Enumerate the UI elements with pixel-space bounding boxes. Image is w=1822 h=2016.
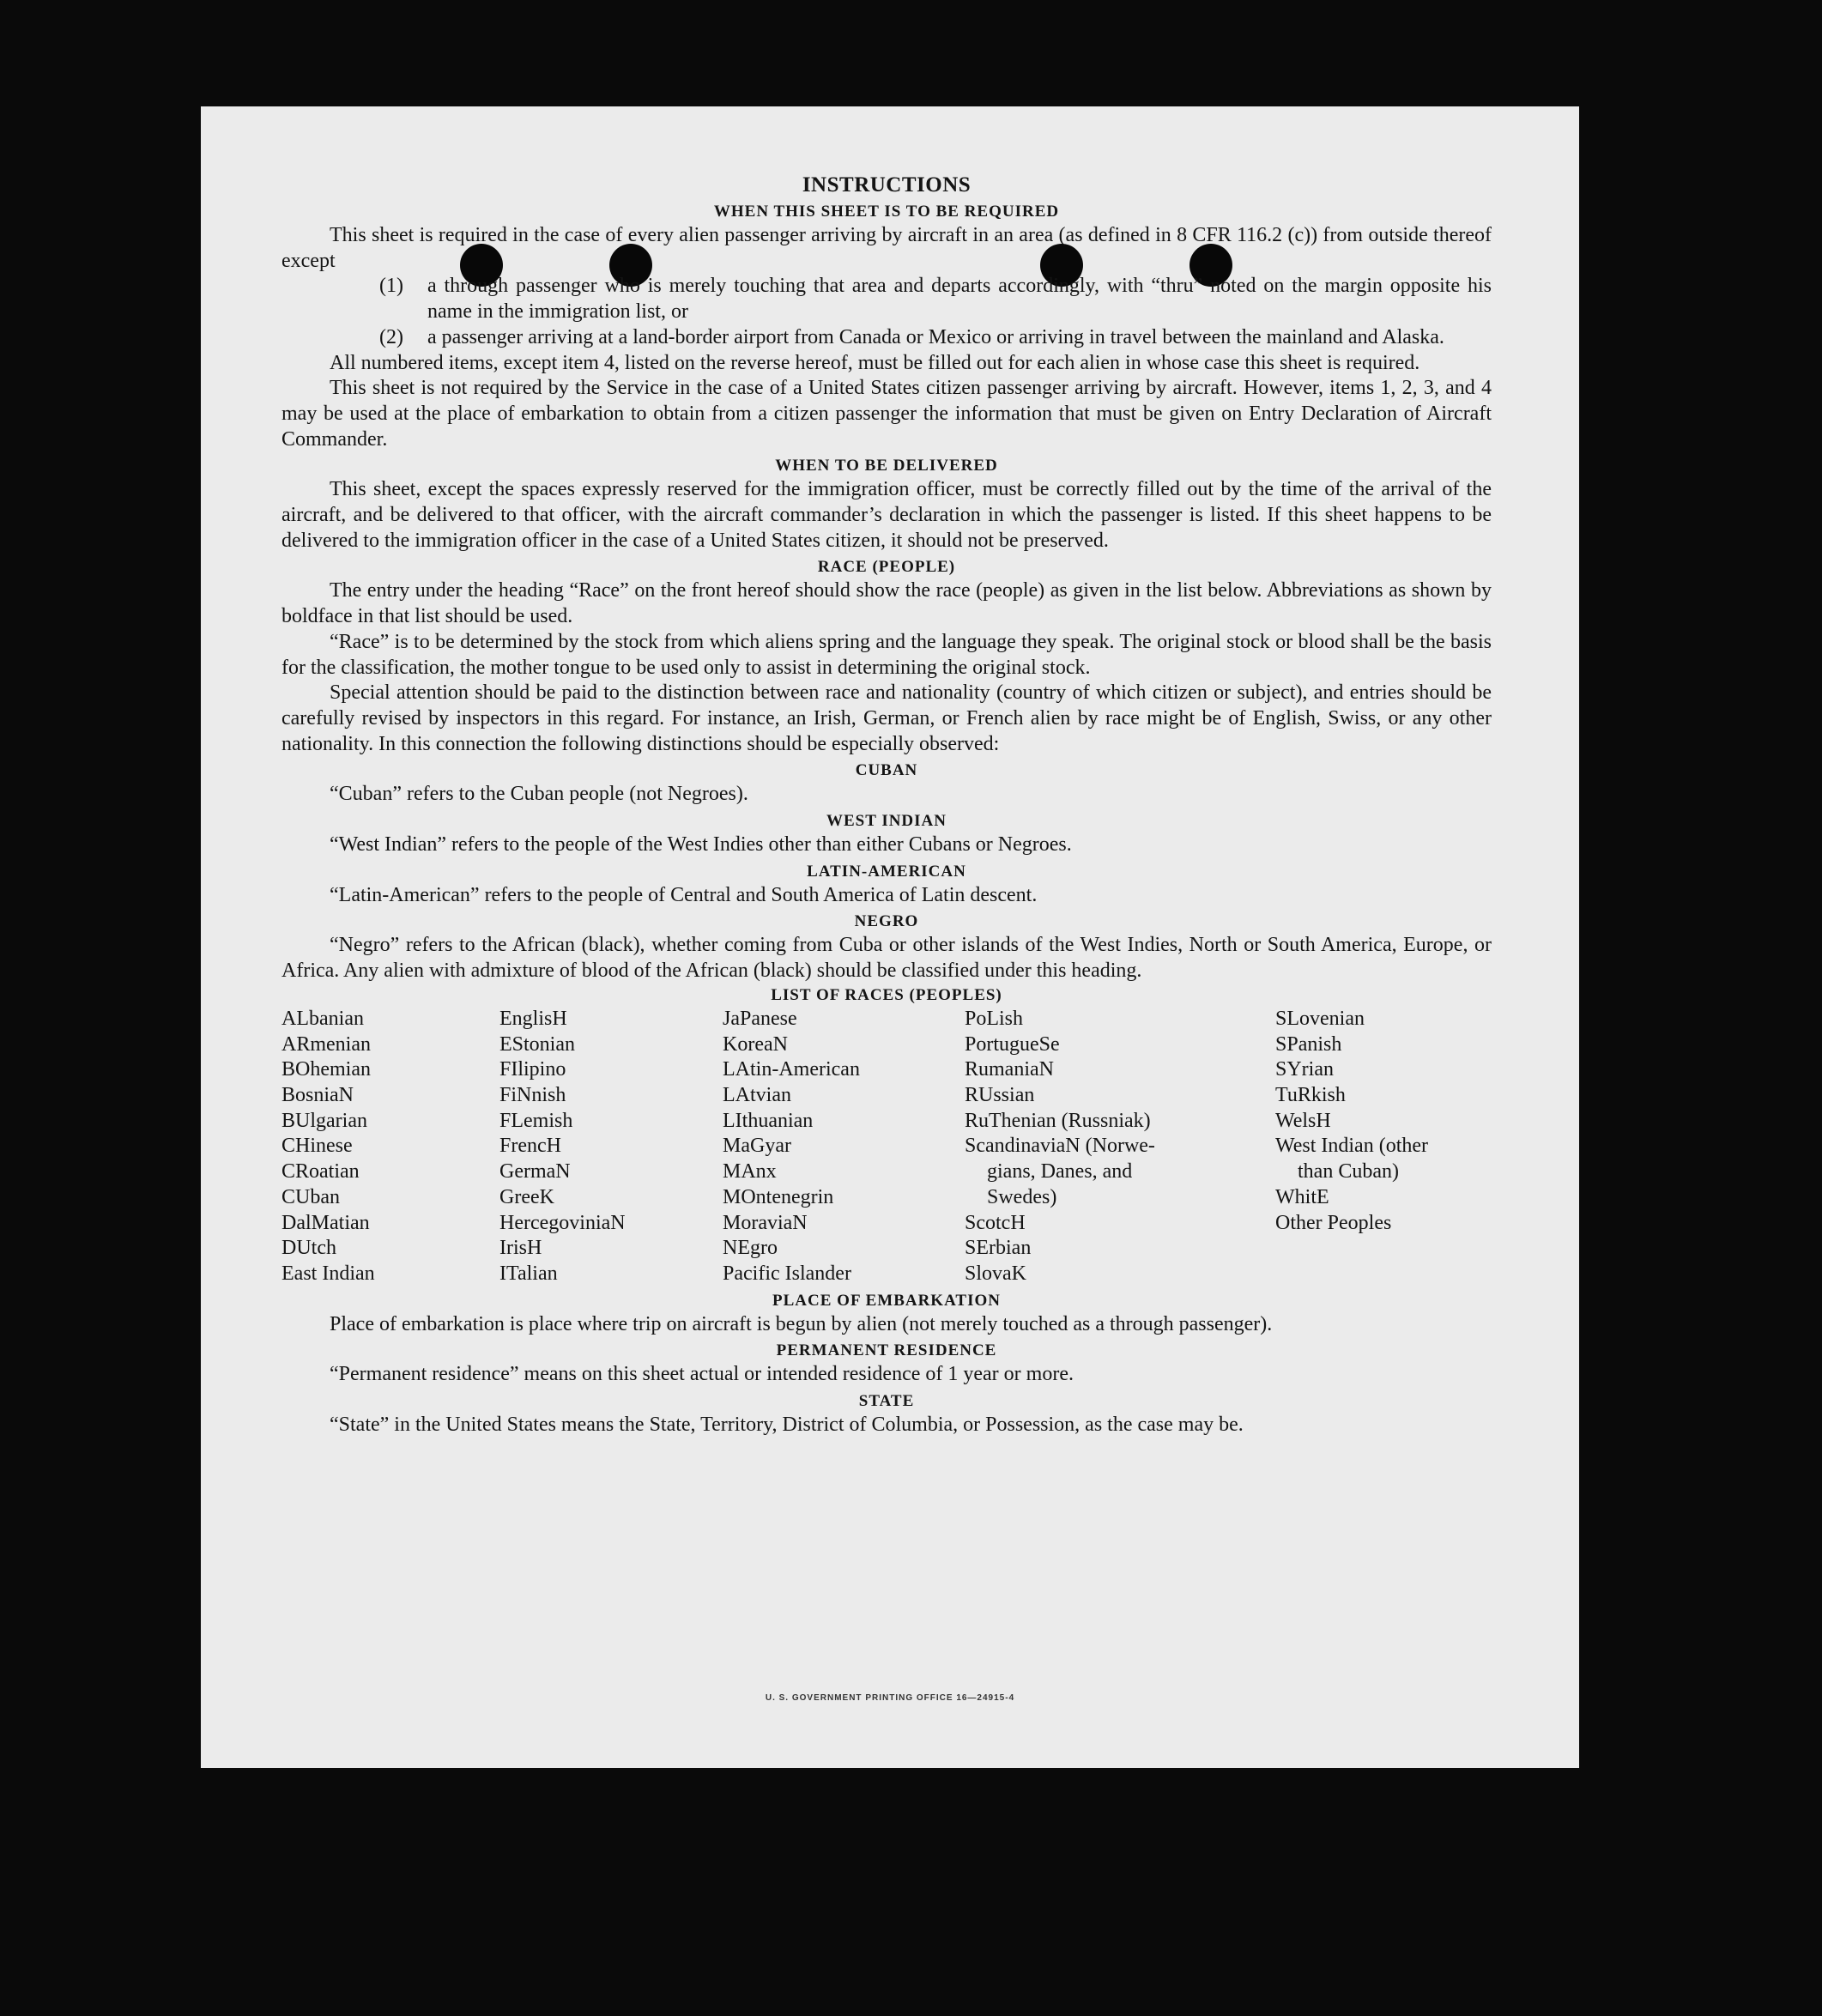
printer-imprint: U. S. GOVERNMENT PRINTING OFFICE 16—24915-4 — [765, 1693, 1015, 1703]
race-entry: RUssian — [965, 1083, 1035, 1106]
sheet-content — [281, 172, 1492, 1438]
required-para-2: All numbered items, except item 4, listed on the reverse hereof, must be filled out for each alien in whose case this sheet is required. — [330, 351, 1420, 374]
race-entry: RumaniaN — [965, 1058, 1054, 1081]
race-entry: RuThenian (Russniak) — [965, 1109, 1151, 1132]
race-entry: PortugueSe — [965, 1032, 1060, 1056]
race-entry: JaPanese — [723, 1007, 797, 1030]
cuban-text: “Cuban” refers to the Cuban people (not Negroes). — [330, 783, 748, 806]
heading-race: RACE (PEOPLE) — [817, 558, 956, 577]
race-entry: LAtin-American — [723, 1058, 860, 1081]
race-para-3: Special attention should be paid to the distinction between race and nationality (country of which citizen or subject), and entries should be carefully revised by inspectors in this regard. For instance, an Irish, German, or French alien by race might be of English, Swiss, or any other nationality. In this connection the following distinctions should be especially observed: — [281, 681, 1492, 755]
race-entry: IrisH — [499, 1237, 542, 1260]
race-entry: ALbanian — [281, 1007, 364, 1030]
race-entry: SYrian — [1275, 1058, 1334, 1081]
race-entry: CRoatian — [281, 1160, 360, 1184]
embarkation-text: Place of embarkation is place where trip on aircraft is begun by alien (not merely touched as a through passenger). — [330, 1312, 1273, 1335]
race-entry: BUlgarian — [281, 1109, 367, 1132]
heading-embarkation: PLACE OF EMBARKATION — [772, 1291, 1001, 1310]
exception-number: (1) — [379, 275, 403, 298]
race-entry: PoLish — [965, 1007, 1024, 1030]
race-entry: DUtch — [281, 1237, 336, 1260]
heading-negro: NEGRO — [854, 912, 919, 931]
race-entry: HercegoviniaN — [499, 1211, 626, 1234]
race-entry: SPanish — [1275, 1032, 1342, 1056]
race-entry: GreeK — [499, 1185, 554, 1208]
race-entry: BosniaN — [281, 1083, 354, 1106]
race-entry: MoraviaN — [723, 1211, 808, 1234]
race-entry: Pacific Islander — [723, 1262, 851, 1285]
race-column — [499, 1007, 723, 1287]
race-column — [281, 1007, 499, 1287]
race-entry: TuRkish — [1275, 1083, 1346, 1106]
race-entry: DalMatian — [281, 1211, 370, 1234]
race-entry: NEgro — [723, 1237, 778, 1260]
race-entry: than Cuban) — [1298, 1160, 1399, 1184]
race-list — [281, 1007, 1492, 1287]
heading-west-indian: WEST INDIAN — [826, 812, 947, 831]
race-entry: Swedes) — [987, 1185, 1057, 1208]
race-para-1: The entry under the heading “Race” on the front hereof should show the race (people) as given in the list below. Abbreviations as shown by boldface in that list should be used. — [281, 579, 1492, 628]
race-entry: BOhemian — [281, 1058, 371, 1081]
race-entry: WelsH — [1275, 1109, 1331, 1132]
race-entry: West Indian (other — [1275, 1135, 1429, 1158]
heading-latin-american: LATIN-AMERICAN — [807, 862, 966, 881]
race-column — [965, 1007, 1275, 1287]
race-entry: Other Peoples — [1275, 1211, 1392, 1234]
race-entry: ITalian — [499, 1262, 558, 1285]
race-entry: LIthuanian — [723, 1109, 814, 1132]
negro-text: “Negro” refers to the African (black), whether coming from Cuba or other islands of the West Indies, North or South America, Europe, or Africa. Any alien with admixture of blood of the African (black) should be classified under this heading. — [281, 934, 1492, 983]
race-entry: CUban — [281, 1185, 340, 1208]
race-entry: FLemish — [499, 1109, 573, 1132]
exception-text: a through passenger who is merely touching that area and departs accordingly, with “thru” noted on the margin opposite his name in the immigration list, or — [427, 275, 1492, 324]
required-para-3: This sheet is not required by the Service in the case of a United States citizen passenger arriving by aircraft. However, items 1, 2, 3, and 4 may be used at the place of embarkation to obtain from a citizen passenger the information that must be given on Entry Declaration of Aircraft Commander. — [281, 377, 1492, 451]
race-para-2: “Race” is to be determined by the stock from which aliens spring and the language they speak. The original stock or blood shall be the basis for the classification, the mother tongue to be used only to assist in determining the original stock. — [281, 630, 1492, 679]
race-column — [1275, 1007, 1492, 1287]
race-entry: EStonian — [499, 1032, 575, 1056]
race-entry: ScandinaviaN (Norwe- — [965, 1135, 1155, 1158]
exception-text: a passenger arriving at a land-border airport from Canada or Mexico or arriving in travel between the mainland and Alaska. — [427, 325, 1444, 348]
race-entry: SErbian — [965, 1237, 1032, 1260]
instruction-sheet — [201, 106, 1579, 1768]
race-entry: SLovenian — [1275, 1007, 1365, 1030]
race-entry: FIlipino — [499, 1058, 566, 1081]
heading-delivered: WHEN TO BE DELIVERED — [775, 457, 998, 475]
race-entry: LAtvian — [723, 1083, 791, 1106]
race-entry: GermaN — [499, 1160, 571, 1184]
race-entry: KoreaN — [723, 1032, 788, 1056]
exception-item — [281, 274, 1492, 324]
race-entry: MaGyar — [723, 1135, 791, 1158]
exception-item — [281, 325, 1492, 351]
race-entry: CHinese — [281, 1135, 353, 1158]
heading-required: WHEN THIS SHEET IS TO BE REQUIRED — [713, 203, 1060, 221]
race-entry: East Indian — [281, 1262, 375, 1285]
permanent-residence-text: “Permanent residence” means on this sheet actual or intended residence of 1 year or more. — [330, 1363, 1074, 1386]
race-entry: EnglisH — [499, 1007, 567, 1030]
exception-number: (2) — [379, 325, 403, 348]
race-entry: MAnx — [723, 1160, 777, 1184]
latin-american-text: “Latin-American” refers to the people of Central and South America of Latin descent. — [330, 883, 1038, 906]
required-intro: This sheet is required in the case of every alien passenger arriving by aircraft in an area (as defined in 8 CFR 116.2 (c)) from outside thereof except — [281, 224, 1492, 272]
heading-list-of-races: LIST OF RACES (PEOPLES) — [771, 985, 1002, 1004]
heading-cuban: CUBAN — [855, 761, 918, 780]
delivered-text: This sheet, except the spaces expressly reserved for the immigration officer, must be correctly filled out by the time of the arrival of the aircraft, and be delivered to that officer, with the aircraft commander’s declaration in which the passenger is listed. If this sheet happens to be delivered to the immigration officer in the case of a United States citizen, it should not be preserved. — [281, 478, 1492, 552]
race-column — [723, 1007, 965, 1287]
race-entry: WhitE — [1275, 1185, 1329, 1208]
race-entry: ARmenian — [281, 1032, 371, 1056]
race-entry: MOntenegrin — [723, 1185, 834, 1208]
state-text: “State” in the United States means the State, Territory, District of Columbia, or Possession, as the case may be. — [330, 1414, 1244, 1437]
race-entry: FrencH — [499, 1135, 561, 1158]
heading-state: STATE — [858, 1392, 915, 1411]
heading-permanent-residence: PERMANENT RESIDENCE — [776, 1341, 997, 1360]
race-entry: ScotcH — [965, 1211, 1026, 1234]
west-indian-text: “West Indian” refers to the people of the West Indies other than either Cubans or Negroes. — [330, 833, 1072, 857]
race-entry: FiNnish — [499, 1083, 566, 1106]
race-entry: gians, Danes, and — [987, 1160, 1133, 1184]
page-title: INSTRUCTIONS — [802, 173, 972, 197]
race-entry: SlovaK — [965, 1262, 1026, 1285]
